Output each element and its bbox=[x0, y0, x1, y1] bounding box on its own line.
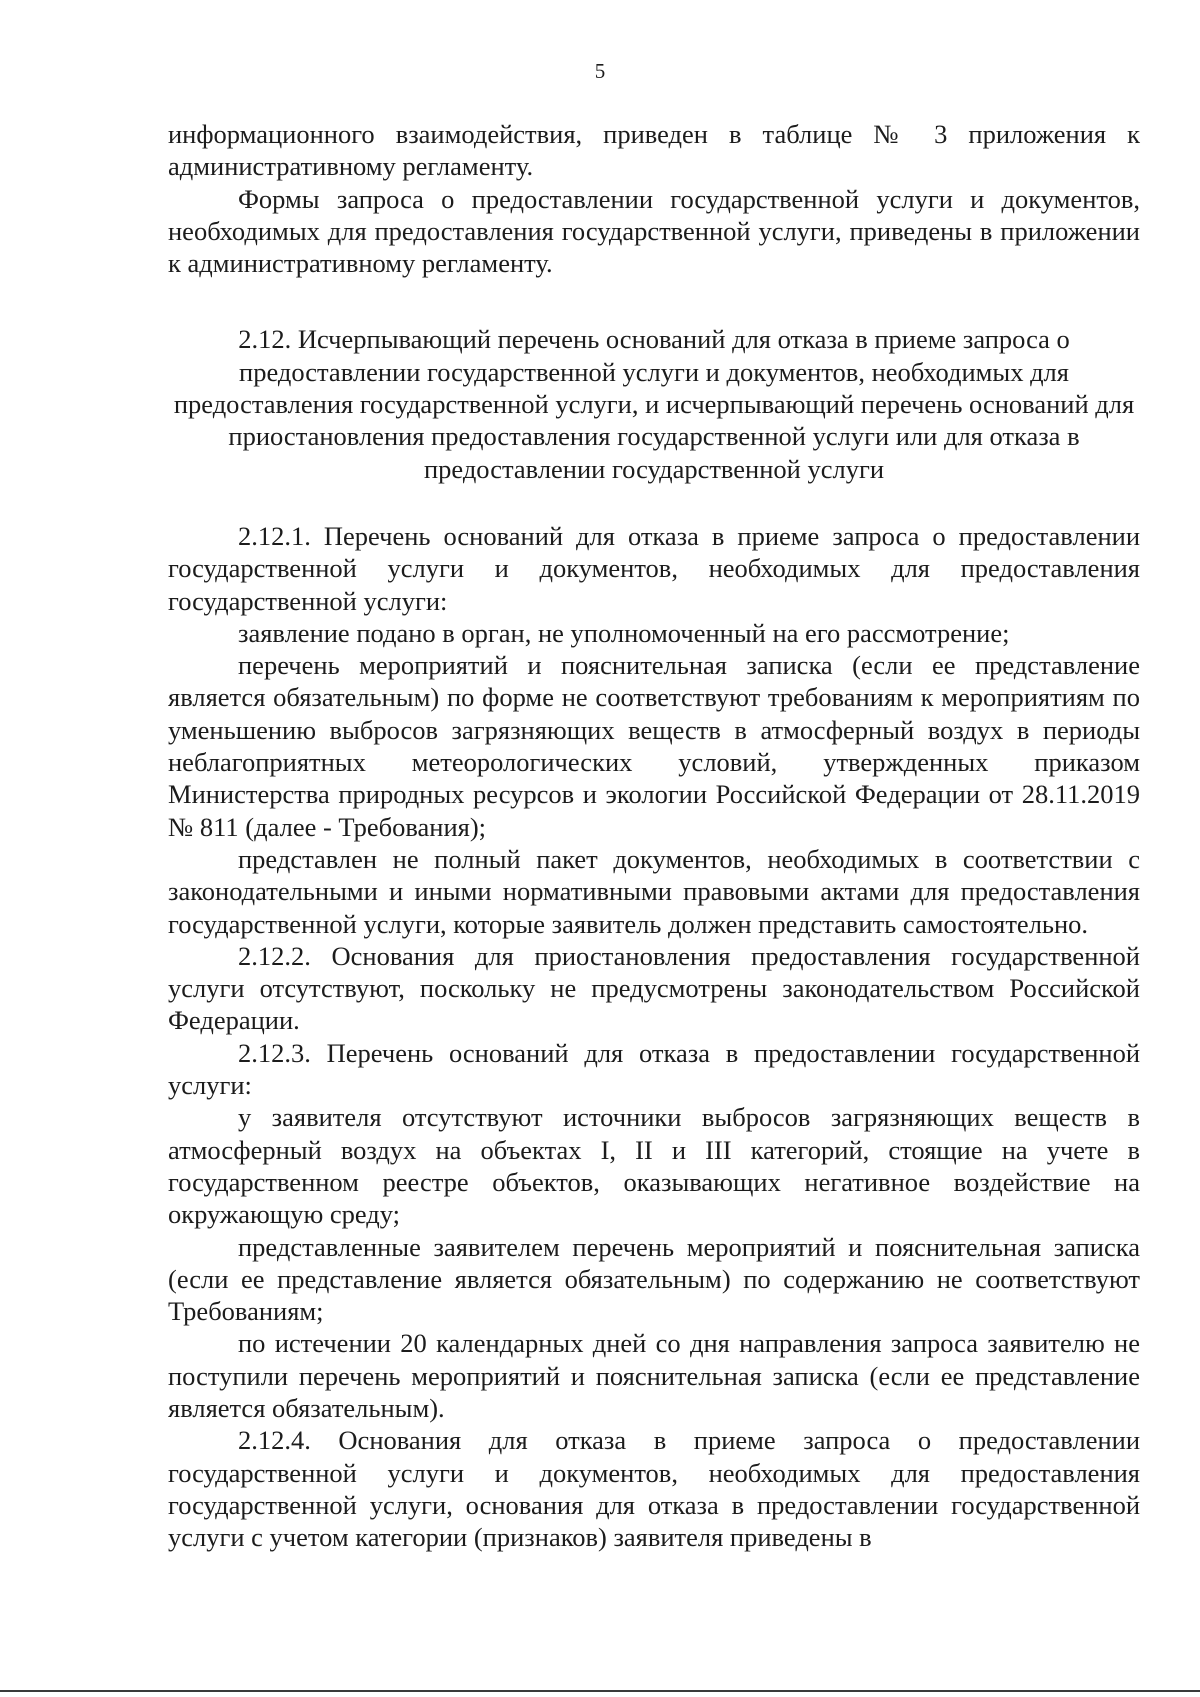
paragraph-2-12-3: 2.12.3. Перечень оснований для отказа в предоставлении государственной услуги: bbox=[168, 1037, 1140, 1101]
spacer bbox=[168, 485, 1140, 520]
list-item: заявление подано в орган, не уполномоченный на его рассмотрение; bbox=[238, 617, 1010, 648]
page-bottom-edge bbox=[0, 1690, 1200, 1692]
list-item: представленные заявителем перечень мероприятий и пояснительная записка (если ее представление является обязательным) по содержанию не соответствуют Требованиям; bbox=[168, 1231, 1140, 1327]
paragraph-2-12-4: 2.12.4. Основания для отказа в приеме запроса о предоставлении государственной услуги и документов, необходимых для предоставления государственной услуги, основания для отказа в предоставлении государственной услуги с учетом категории (признаков) заявителя приведены в bbox=[168, 1425, 1140, 1553]
spacer bbox=[168, 279, 1140, 323]
list-item: представлен не полный пакет документов, необходимых в соответствии с законодательными и иными нормативными правовыми актами для предоставления государственной услуги, которые заявитель должен представить самостоятельно. bbox=[168, 843, 1140, 939]
paragraph-continuation: информационного взаимодействия, приведен в таблице № 3 приложения к административному регламенту. bbox=[168, 119, 1140, 182]
paragraph-2-12-1: 2.12.1. Перечень оснований для отказа в приеме запроса о предоставлении государственной услуги и документов, необходимых для предоставления государственной услуги: bbox=[168, 520, 1140, 616]
paragraph-2-12-2: 2.12.2. Основания для приостановления предоставления государственной услуги отсутствуют, поскольку не предусмотрены законодательством Российской Федерации. bbox=[168, 940, 1140, 1036]
document-body bbox=[168, 118, 1140, 1553]
paragraph-forms: Формы запроса о предоставлении государственной услуги и документов, необходимых для предоставления государственной услуги, приведены в приложении к административному регламенту. bbox=[168, 183, 1140, 279]
section-heading: 2.12. Исчерпывающий перечень оснований для отказа в приеме запроса о предоставлении государственной услуги и документов, необходимых для предоставления государственной услуги, и исчерпывающий перечень оснований для приостановления предоставления государственной услуги или для отказа в предоставлении государственной услуги bbox=[173, 324, 1135, 484]
page-number: 5 bbox=[594, 59, 606, 83]
list-item: у заявителя отсутствуют источники выбросов загрязняющих веществ в атмосферный воздух на объектах I, II и III категорий, стоящие на учете в государственном реестре объектов, оказывающих негативное воздействие на окружающую среду; bbox=[168, 1102, 1140, 1230]
list-item: по истечении 20 календарных дней со дня направления запроса заявителю не поступили перечень мероприятий и пояснительная записка (если ее представление является обязательным). bbox=[168, 1328, 1140, 1423]
list-item: перечень мероприятий и пояснительная записка (если ее представление является обязательным) по форме не соответствуют требованиям к мероприятиям по уменьшению выбросов загрязняющих веществ в атмосферный воздух в периоды неблагоприятных метеорологических условий, утвержденных приказом Министерства природных ресурсов и экологии Российской Федерации от 28.11.2019 № 811 (далее - Требования); bbox=[168, 650, 1140, 842]
